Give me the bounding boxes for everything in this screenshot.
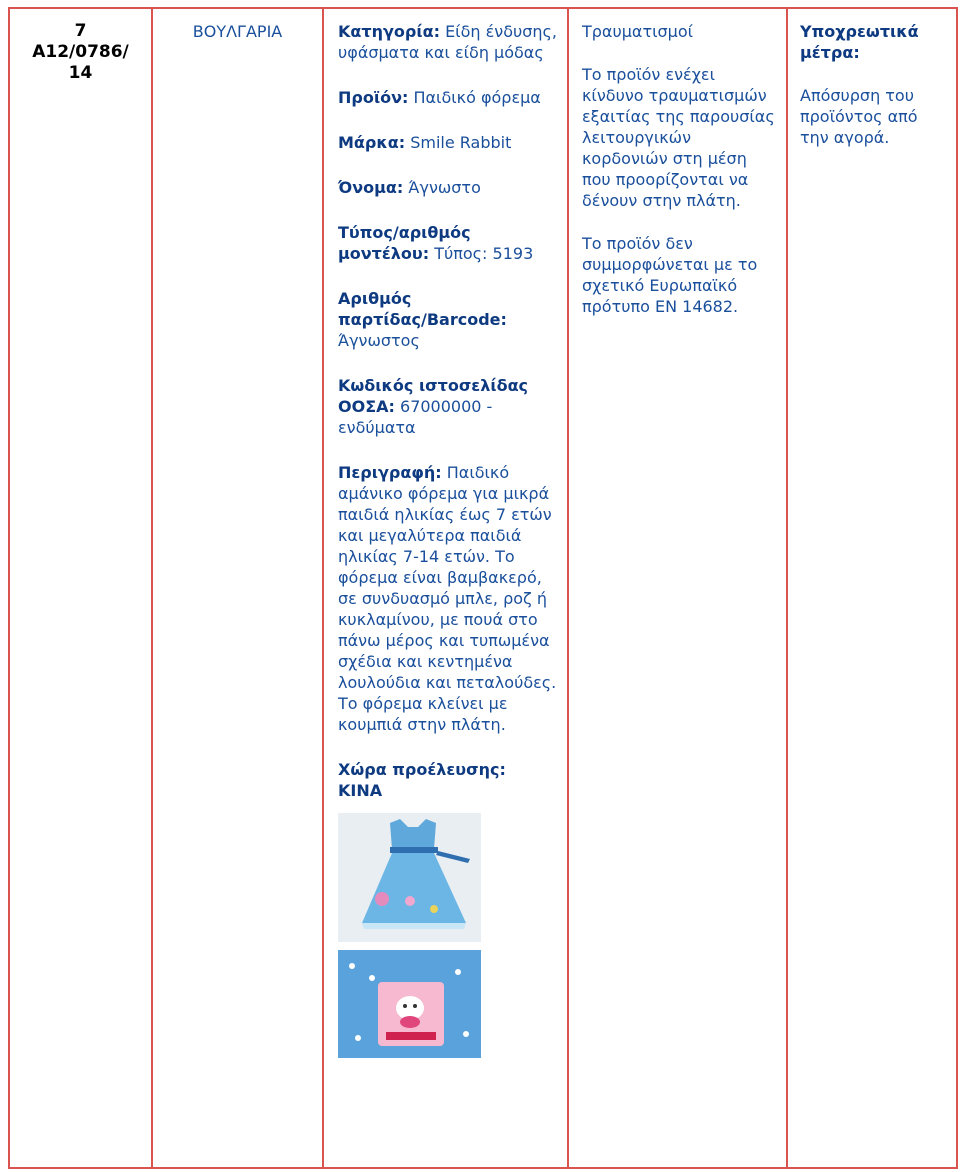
notifying-country-cell <box>153 9 324 1167</box>
notification-ref-year: 14 <box>68 63 93 83</box>
product-value: Παιδικό φόρεμα <box>413 88 541 107</box>
name-label: Όνομα: <box>338 178 404 197</box>
measures-label: Υποχρεωτικά μέτρα: <box>800 22 919 62</box>
oecd-code-field <box>338 375 559 438</box>
brand-field <box>338 132 559 153</box>
description-label: Περιγραφή: <box>338 463 442 482</box>
notification-row <box>8 7 958 1169</box>
origin-field <box>338 759 559 801</box>
label-photo <box>338 950 481 1058</box>
batch-value: Άγνωστος <box>338 331 420 350</box>
product-label: Προϊόν: <box>338 88 409 107</box>
brand-value: Smile Rabbit <box>410 133 512 152</box>
measures-text: Απόσυρση του προϊόντος από την αγορά. <box>800 86 918 147</box>
notification-ref: A12/0786/ <box>32 42 129 62</box>
description-value: Παιδικό αμάνικο φόρεμα για μικρά παιδιά ηλικίας έως 7 ετών και μεγαλύτερα παιδιά ηλικίας 7-14 ετών. Το φόρεμα είναι βαμβακερό, σε συνδυασμό μπλε, ροζ ή κυκλαμίνου, με πουά στο πάνω μέρος και τυπωμένα σχέδια και κεντημένα λουλούδια και πεταλούδες. Το φόρεμα κλείνει με κουμπιά στην πλάτη. <box>338 463 557 734</box>
product-field <box>338 87 559 108</box>
risk-description: Το προϊόν ενέχει κίνδυνο τραυματισμών εξαιτίας της παρουσίας λειτουργικών κορδονιών στη μέση που προορίζονται να δένουν στην πλάτη. <box>582 65 775 210</box>
risk-standard: Το προϊόν δεν συμμορφώνεται με το σχετικό Ευρωπαϊκό πρότυπο EN 14682. <box>582 234 758 316</box>
notification-number: 7 <box>74 21 87 41</box>
dress-illustration <box>338 813 481 942</box>
model-label: Τύπος/αριθμός μοντέλου: <box>338 223 471 263</box>
risk-type: Τραυματισμοί <box>582 22 694 41</box>
brand-label-illustration <box>338 950 481 1058</box>
origin-label: Χώρα προέλευσης: <box>338 760 506 779</box>
dress-photo <box>338 813 481 942</box>
oecd-code-value: 67000000 - ενδύματα <box>338 397 493 437</box>
oecd-code-label: Κωδικός ιστοσελίδας ΟΟΣΑ: <box>338 376 529 416</box>
description-field <box>338 462 559 735</box>
model-field <box>338 222 559 264</box>
category-label: Κατηγορία: <box>338 22 440 41</box>
batch-label: Αριθμός παρτίδας/Barcode: <box>338 289 507 329</box>
risk-cell <box>569 9 788 1167</box>
product-details-cell <box>324 9 569 1167</box>
category-value: Είδη ένδυσης, υφάσματα και είδη μόδας <box>338 22 557 62</box>
brand-label: Μάρκα: <box>338 133 406 152</box>
measures-cell <box>788 9 956 1167</box>
category-field <box>338 21 559 63</box>
name-field <box>338 177 559 198</box>
notifying-country: ΒΟΥΛΓΑΡΙΑ <box>192 22 283 41</box>
origin-value: ΚΙΝΑ <box>338 781 383 800</box>
notification-number-cell <box>10 9 153 1167</box>
model-value: Τύπος: 5193 <box>434 244 534 263</box>
batch-field <box>338 288 559 351</box>
name-value: Άγνωστο <box>408 178 481 197</box>
